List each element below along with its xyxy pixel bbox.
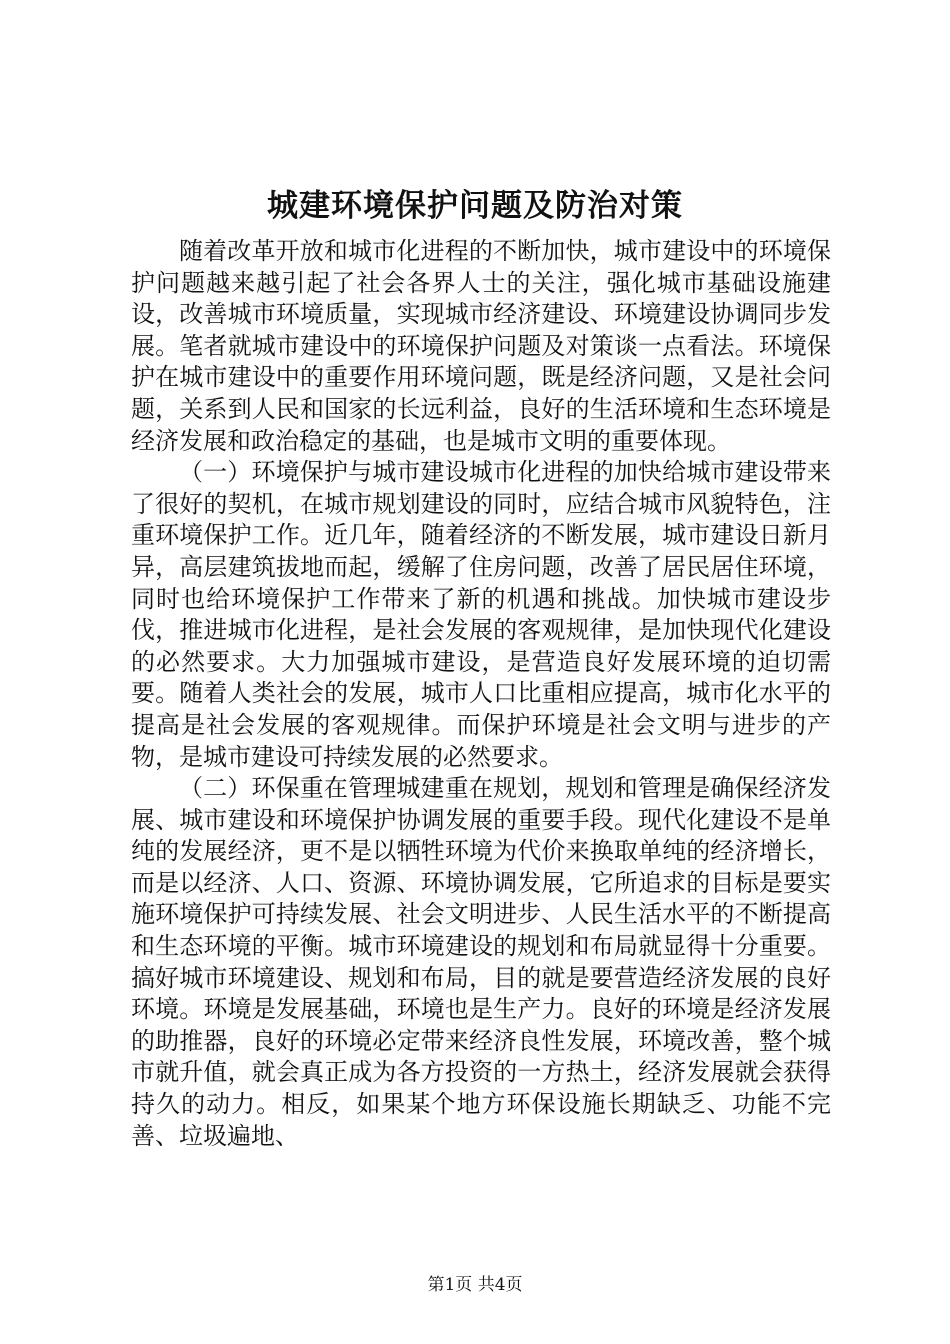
paragraph-intro: 随着改革开放和城市化进程的不断加快，城市建设中的环境保护问题越来越引起了社会各界人士的关注，强化城市基础设施建设，改善城市环境质量，实现城市经济建设、环境建设协调同步发展。笔者就城市建设中的环境保护问题及对策谈一点看法。环境保护在城市建设中的重要作用环境问题，既是经济问题，又是社会问题，关系到人民和国家的长远利益，良好的生活环境和生态环境是经济发展和政治稳定的基础，也是城市文明的重要体现。: [131, 237, 831, 455]
document-body: [131, 236, 831, 1152]
document-title: 城建环境保护问题及防治对策: [267, 188, 683, 224]
page-number: 第1页 共4页: [427, 1275, 523, 1295]
paragraph-section-1: （一）环境保护与城市建设城市化进程的加快给城市建设带来了很好的契机，在城市规划建设的同时，应结合城市风貌特色，注重环境保护工作。近几年，随着经济的不断发展，城市建设日新月异，高层建筑拔地而起，缓解了住房问题，改善了居民居住环境，同时也给环境保护工作带来了新的机遇和挑战。加快城市建设步伐，推进城市化进程，是社会发展的客观规律，是加快现代化建设的必然要求。大力加强城市建设，是营造良好发展环境的迫切需要。随着人类社会的发展，城市人口比重相应提高，城市化水平的提高是社会发展的客观规律。而保护环境是社会文明与进步的产物，是城市建设可持续发展的必然要求。: [131, 458, 831, 771]
paragraph-section-2: （二）环保重在管理城建重在规划，规划和管理是确保经济发展、城市建设和环境保护协调发展的重要手段。现代化建设不是单纯的发展经济，更不是以牺牲环境为代价来换取单纯的经济增长，而是以经济、人口、资源、环境协调发展，它所追求的目标是要实施环境保护可持续发展、社会文明进步、人民生活水平的不断提高和生态环境的平衡。城市环境建设的规划和布局就显得十分重要。搞好城市环境建设、规划和布局，目的就是要营造经济发展的良好环境。环境是发展基础，环境也是生产力。良好的环境是经济发展的助推器，良好的环境必定带来经济良性发展，环境改善，整个城市就升值，就会真正成为各方投资的一方热土，经济发展就会获得持久的动力。相反，如果某个地方环保设施长期缺乏、功能不完善、垃圾遍地、: [131, 774, 831, 1150]
page-footer: [0, 1273, 950, 1297]
